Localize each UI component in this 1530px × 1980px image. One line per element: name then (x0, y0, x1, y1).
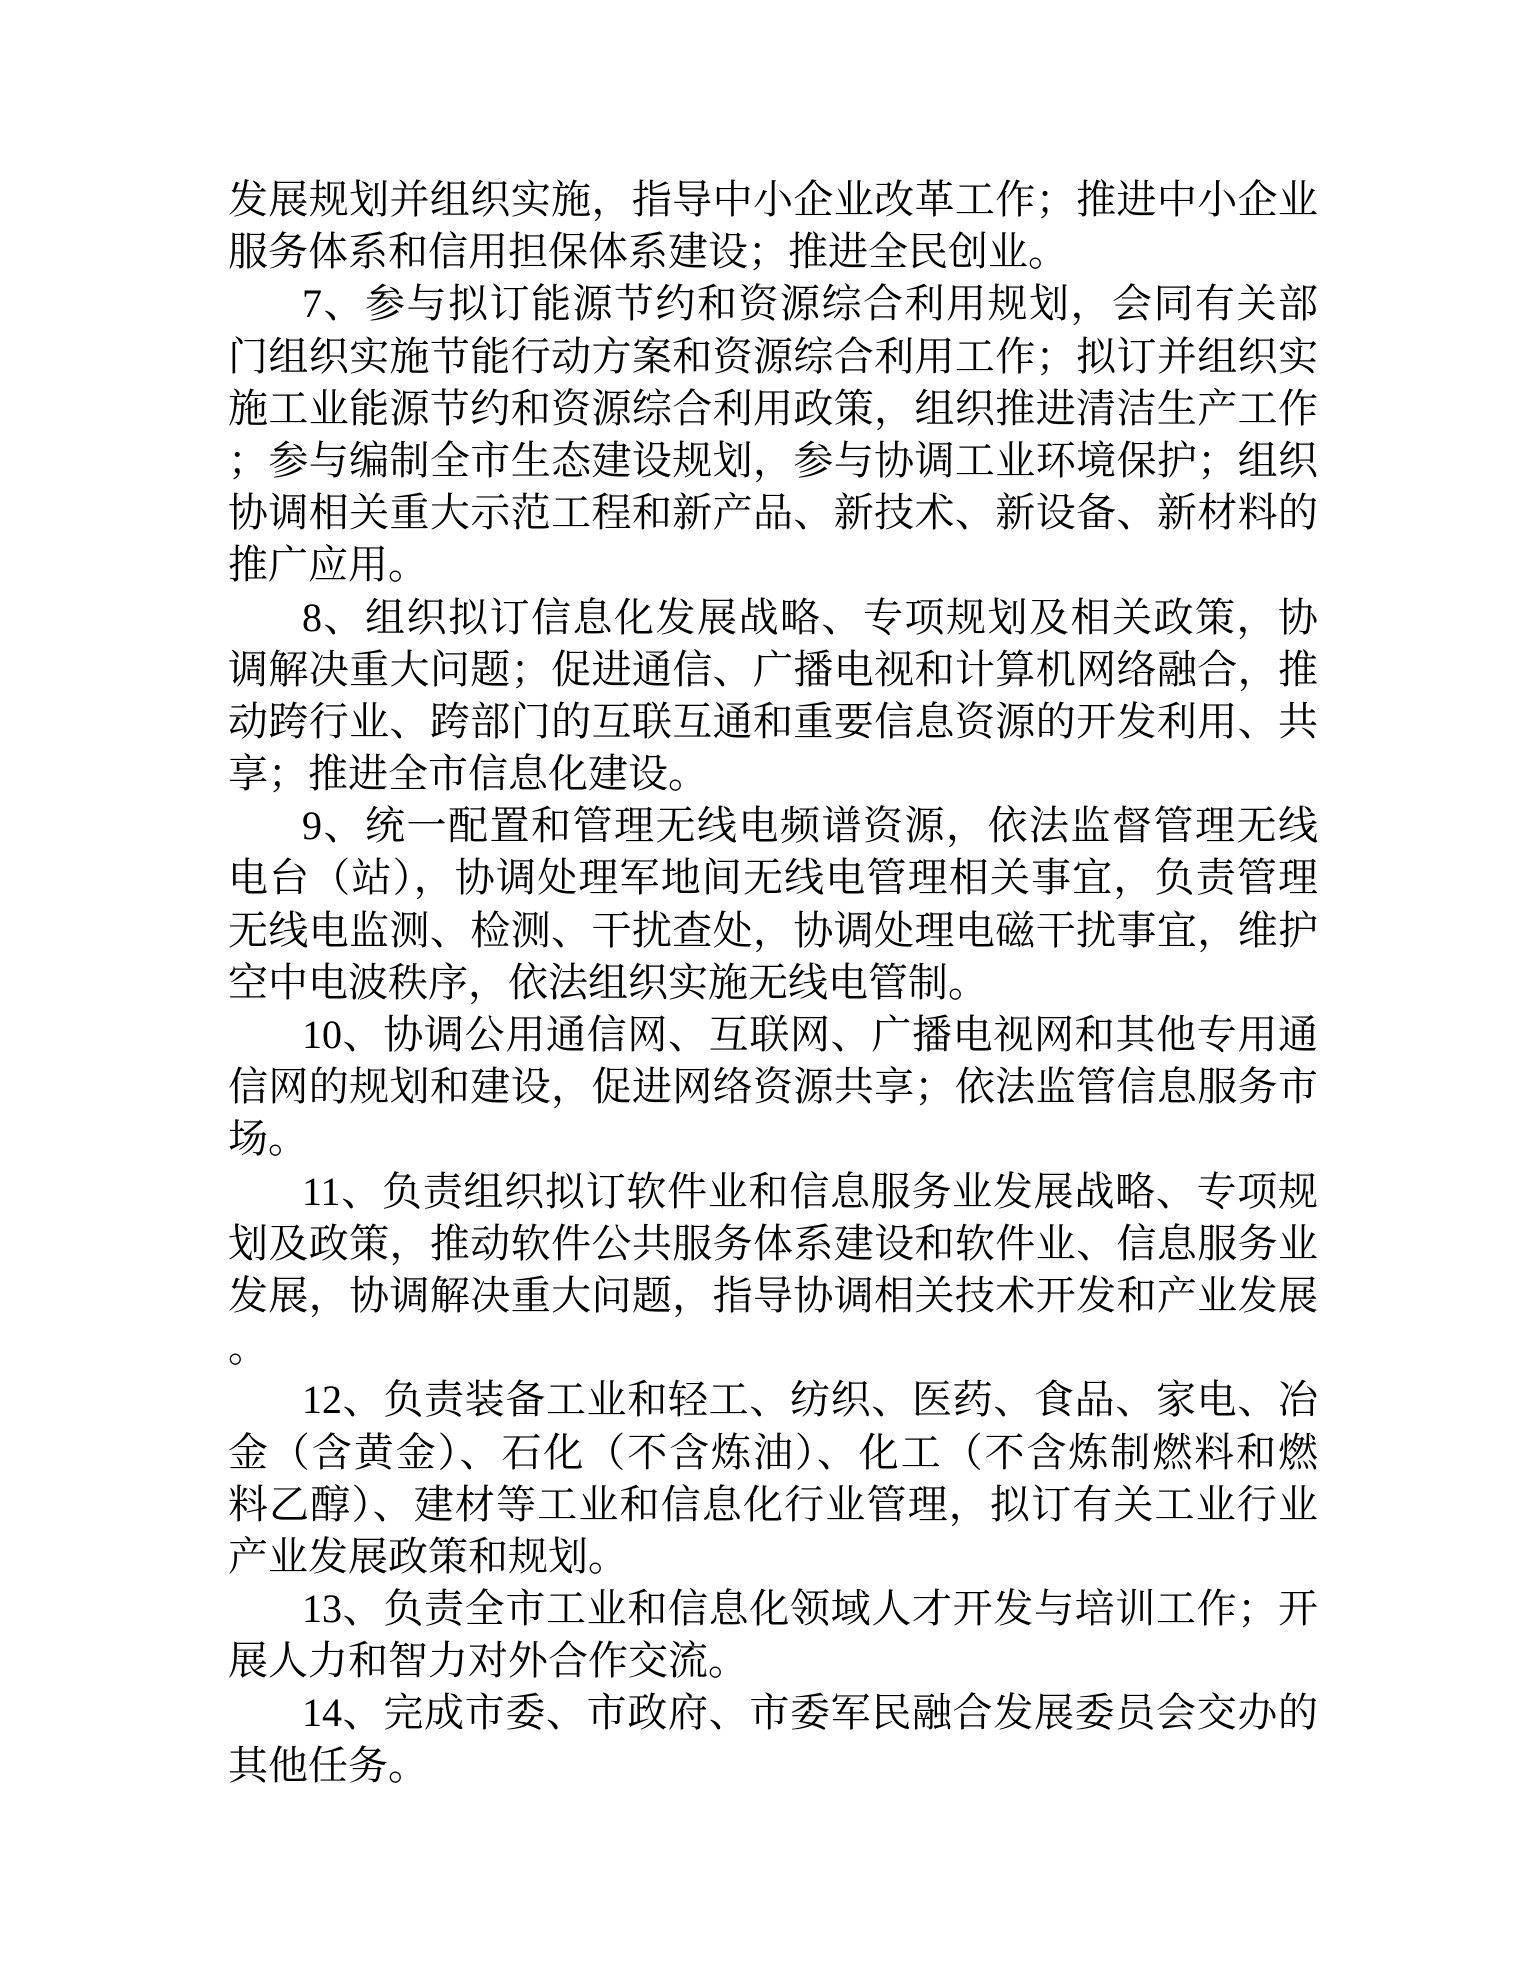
text-line: 12、负责装备工业和轻工、纺织、医药、食品、家电、冶 (302, 1377, 1318, 1423)
text-line: 发展规划并组织实施，指导中小企业改革工作；推进中小企业 (228, 177, 1318, 222)
text-line: 场。 (228, 1116, 308, 1162)
text-line: 无线电监测、检测、干扰查处，协调处理电磁干扰事宜，维护 (228, 907, 1318, 953)
text-line: 其他任务。 (228, 1742, 428, 1788)
text-line: 9、统一配置和管理无线电频谱资源，依法监督管理无线 (302, 803, 1318, 849)
text-line: 协调相关重大示范工程和新产品、新技术、新设备、新材料的 (228, 490, 1318, 536)
text-line: 产业发展政策和规划。 (228, 1533, 628, 1579)
text-line: 推广应用。 (228, 542, 428, 588)
text-line: 门组织实施节能行动方案和资源综合利用工作；拟订并组织实 (228, 333, 1318, 379)
text-line: 料乙醇）、建材等工业和信息化行业管理，拟订有关工业行业 (228, 1481, 1318, 1527)
text-line: 14、完成市委、市政府、市委军民融合发展委员会交办的 (302, 1690, 1318, 1736)
text-line: ；参与编制全市生态建设规划，参与协调工业环境保护；组织 (228, 437, 1318, 483)
text-line: 电台（站），协调处理军地间无线电管理相关事宜，负责管理 (228, 855, 1318, 901)
text-line: 施工业能源节约和资源综合利用政策，组织推进清洁生产工作 (228, 385, 1318, 431)
text-line: 调解决重大问题；促进通信、广播电视和计算机网络融合，推 (228, 646, 1318, 692)
text-line: 7、参与拟订能源节约和资源综合利用规划，会同有关部 (302, 281, 1318, 327)
text-line: 信网的规划和建设，促进网络资源共享；依法监管信息服务市 (228, 1064, 1318, 1110)
text-line: 享；推进全市信息化建设。 (228, 751, 708, 797)
text-line: 11、负责组织拟订软件业和信息服务业发展战略、专项规 (302, 1168, 1318, 1214)
text-line: 服务体系和信用担保体系建设；推进全民创业。 (228, 229, 1068, 275)
text-line: 空中电波秩序，依法组织实施无线电管制。 (228, 959, 988, 1005)
text-line: 10、协调公用通信网、互联网、广播电视网和其他专用通 (302, 1012, 1318, 1057)
text-line: 展人力和智力对外合作交流。 (228, 1638, 748, 1684)
text-line: 动跨行业、跨部门的互联互通和重要信息资源的开发利用、共 (228, 698, 1318, 744)
text-line: 划及政策，推动软件公共服务体系建设和软件业、信息服务业 (228, 1220, 1318, 1266)
text-line: 13、负责全市工业和信息化领域人才开发与培训工作；开 (302, 1586, 1318, 1632)
document-text-block (228, 174, 1318, 1792)
text-line: 发展，协调解决重大问题，指导协调相关技术开发和产业发展 (228, 1272, 1318, 1318)
text-line: 。 (228, 1325, 268, 1371)
text-line: 金（含黄金）、石化（不含炼油）、化工（不含炼制燃料和燃 (228, 1429, 1318, 1475)
text-line: 8、组织拟订信息化发展战略、专项规划及相关政策，协 (302, 594, 1318, 640)
